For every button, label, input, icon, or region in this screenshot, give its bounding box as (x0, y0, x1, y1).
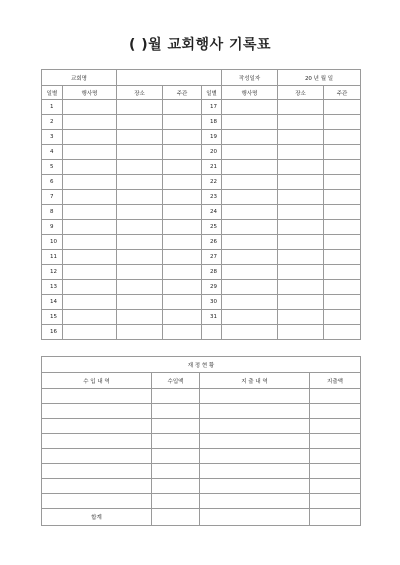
total-label: 합계 (42, 509, 152, 526)
place-cell[interactable] (117, 115, 163, 130)
total-row (42, 509, 361, 526)
event-name-cell[interactable] (63, 220, 117, 235)
day-number: 26 (202, 235, 222, 250)
day-number: 29 (202, 280, 222, 295)
expense-amount-header: 지출액 (310, 373, 361, 389)
day-number: 17 (202, 100, 222, 115)
place-cell[interactable] (117, 190, 163, 205)
income-detail-cell[interactable] (42, 494, 152, 509)
day-number: 27 (202, 250, 222, 265)
expense-amount-cell[interactable] (310, 464, 361, 479)
finance-title-row (42, 357, 361, 373)
finance-row (42, 494, 361, 509)
day-number: 30 (202, 295, 222, 310)
day-number (202, 325, 222, 340)
event-name-cell[interactable] (63, 115, 117, 130)
place-cell[interactable] (278, 115, 324, 130)
day-row (42, 265, 361, 280)
host-cell[interactable] (163, 295, 202, 310)
expense-detail-cell[interactable] (200, 479, 310, 494)
income-detail-cell[interactable] (42, 479, 152, 494)
event-name-cell[interactable] (63, 175, 117, 190)
host-cell[interactable] (324, 220, 361, 235)
place-cell[interactable] (278, 310, 324, 325)
expense-total-cell[interactable] (310, 509, 361, 526)
day-number: 19 (202, 130, 222, 145)
host-cell[interactable] (163, 160, 202, 175)
expense-detail-cell[interactable] (200, 464, 310, 479)
host-cell[interactable] (324, 280, 361, 295)
host-cell[interactable] (324, 175, 361, 190)
day-number: 25 (202, 220, 222, 235)
place-cell[interactable] (117, 295, 163, 310)
event-name-cell[interactable] (63, 100, 117, 115)
event-name-cell[interactable] (63, 280, 117, 295)
host-cell[interactable] (324, 295, 361, 310)
day-row (42, 205, 361, 220)
header-event: 행사명 (63, 86, 117, 100)
host-cell[interactable] (324, 235, 361, 250)
page-title: ( )월 교회행사 기록표 (128, 37, 272, 53)
place-cell[interactable] (278, 175, 324, 190)
host-cell[interactable] (163, 175, 202, 190)
expense-detail-cell[interactable] (200, 509, 310, 526)
event-name-cell[interactable] (222, 175, 278, 190)
place-cell[interactable] (117, 310, 163, 325)
event-name-cell[interactable] (63, 130, 117, 145)
host-cell[interactable] (163, 115, 202, 130)
day-row (42, 100, 361, 115)
date-field[interactable]: 20 년 월 일 (278, 70, 361, 86)
event-name-cell[interactable] (222, 325, 278, 340)
place-cell[interactable] (117, 250, 163, 265)
day-number: 13 (42, 280, 63, 295)
place-cell[interactable] (278, 220, 324, 235)
place-cell[interactable] (117, 205, 163, 220)
info-row (42, 70, 361, 86)
event-name-cell[interactable] (63, 160, 117, 175)
day-number: 31 (202, 310, 222, 325)
event-name-cell[interactable] (222, 295, 278, 310)
day-number: 6 (42, 175, 63, 190)
day-number: 24 (202, 205, 222, 220)
place-cell[interactable] (117, 100, 163, 115)
host-cell[interactable] (163, 265, 202, 280)
host-cell[interactable] (163, 250, 202, 265)
date-label: 작성일자 (222, 70, 278, 86)
day-row (42, 310, 361, 325)
host-cell[interactable] (324, 130, 361, 145)
event-name-cell[interactable] (222, 235, 278, 250)
day-number: 18 (202, 115, 222, 130)
income-detail-header: 수 입 내 역 (42, 373, 152, 389)
expense-detail-header: 지 출 내 역 (200, 373, 310, 389)
day-number: 11 (42, 250, 63, 265)
income-amount-cell[interactable] (152, 494, 200, 509)
host-cell[interactable] (324, 265, 361, 280)
header-day: 일별 (202, 86, 222, 100)
day-number: 21 (202, 160, 222, 175)
place-cell[interactable] (278, 100, 324, 115)
event-name-cell[interactable] (63, 145, 117, 160)
day-number: 9 (42, 220, 63, 235)
income-amount-cell[interactable] (152, 419, 200, 434)
header-host: 주관 (163, 86, 202, 100)
day-number: 14 (42, 295, 63, 310)
host-cell[interactable] (163, 145, 202, 160)
place-cell[interactable] (278, 325, 324, 340)
host-cell[interactable] (324, 160, 361, 175)
event-name-cell[interactable] (222, 100, 278, 115)
host-cell[interactable] (324, 310, 361, 325)
day-number: 4 (42, 145, 63, 160)
day-number: 12 (42, 265, 63, 280)
place-cell[interactable] (117, 130, 163, 145)
header-place: 장소 (117, 86, 163, 100)
income-detail-cell[interactable] (42, 434, 152, 449)
expense-amount-cell[interactable] (310, 449, 361, 464)
place-cell[interactable] (117, 220, 163, 235)
event-name-cell[interactable] (63, 235, 117, 250)
finance-header-row (42, 373, 361, 389)
place-cell[interactable] (278, 205, 324, 220)
host-cell[interactable] (324, 325, 361, 340)
day-row (42, 220, 361, 235)
event-name-cell[interactable] (222, 220, 278, 235)
income-detail-cell[interactable] (42, 404, 152, 419)
event-name-cell[interactable] (222, 205, 278, 220)
host-cell[interactable] (163, 205, 202, 220)
day-row (42, 280, 361, 295)
day-row (42, 190, 361, 205)
place-cell[interactable] (278, 235, 324, 250)
income-amount-cell[interactable] (152, 449, 200, 464)
day-number: 28 (202, 265, 222, 280)
expense-amount-cell[interactable] (310, 494, 361, 509)
place-cell[interactable] (278, 295, 324, 310)
income-detail-cell[interactable] (42, 464, 152, 479)
event-name-cell[interactable] (63, 310, 117, 325)
host-cell[interactable] (324, 190, 361, 205)
day-row (42, 295, 361, 310)
place-cell[interactable] (278, 130, 324, 145)
income-detail-cell[interactable] (42, 389, 152, 404)
finance-row (42, 389, 361, 404)
event-name-cell[interactable] (222, 265, 278, 280)
finance-title: 재 정 현 황 (42, 357, 361, 373)
header-day: 일별 (42, 86, 63, 100)
host-cell[interactable] (163, 235, 202, 250)
expense-detail-cell[interactable] (200, 419, 310, 434)
finance-row (42, 479, 361, 494)
day-row (42, 325, 361, 340)
place-cell[interactable] (278, 250, 324, 265)
finance-row (42, 404, 361, 419)
place-cell[interactable] (117, 160, 163, 175)
host-cell[interactable] (324, 115, 361, 130)
expense-amount-cell[interactable] (310, 404, 361, 419)
place-cell[interactable] (278, 280, 324, 295)
event-record-table (41, 69, 361, 340)
host-cell[interactable] (163, 100, 202, 115)
host-cell[interactable] (163, 310, 202, 325)
event-name-cell[interactable] (63, 295, 117, 310)
income-amount-cell[interactable] (152, 434, 200, 449)
expense-detail-cell[interactable] (200, 389, 310, 404)
day-number: 3 (42, 130, 63, 145)
event-name-cell[interactable] (222, 160, 278, 175)
day-row (42, 115, 361, 130)
header-place: 장소 (278, 86, 324, 100)
host-cell[interactable] (324, 100, 361, 115)
host-cell[interactable] (163, 190, 202, 205)
expense-detail-cell[interactable] (200, 449, 310, 464)
income-total-cell[interactable] (152, 509, 200, 526)
event-name-cell[interactable] (222, 280, 278, 295)
event-name-cell[interactable] (222, 130, 278, 145)
expense-amount-cell[interactable] (310, 479, 361, 494)
day-row (42, 130, 361, 145)
day-row (42, 235, 361, 250)
event-name-cell[interactable] (63, 265, 117, 280)
place-cell[interactable] (117, 175, 163, 190)
day-number: 15 (42, 310, 63, 325)
church-name-label: 교회명 (42, 70, 117, 86)
host-cell[interactable] (324, 205, 361, 220)
place-cell[interactable] (278, 145, 324, 160)
finance-row (42, 449, 361, 464)
day-number: 10 (42, 235, 63, 250)
income-detail-cell[interactable] (42, 449, 152, 464)
event-name-cell[interactable] (222, 250, 278, 265)
place-cell[interactable] (278, 190, 324, 205)
place-cell[interactable] (278, 265, 324, 280)
host-cell[interactable] (163, 220, 202, 235)
day-number: 22 (202, 175, 222, 190)
host-cell[interactable] (163, 280, 202, 295)
day-number: 1 (42, 100, 63, 115)
place-cell[interactable] (117, 145, 163, 160)
day-number: 20 (202, 145, 222, 160)
header-host: 주관 (324, 86, 361, 100)
income-amount-cell[interactable] (152, 404, 200, 419)
host-cell[interactable] (163, 325, 202, 340)
day-number: 8 (42, 205, 63, 220)
place-cell[interactable] (278, 160, 324, 175)
header-row (42, 86, 361, 100)
day-number: 5 (42, 160, 63, 175)
income-amount-header: 수입액 (152, 373, 200, 389)
event-name-cell[interactable] (63, 325, 117, 340)
place-cell[interactable] (117, 265, 163, 280)
day-number: 16 (42, 325, 63, 340)
event-name-cell[interactable] (63, 190, 117, 205)
income-amount-cell[interactable] (152, 464, 200, 479)
day-row (42, 160, 361, 175)
event-name-cell[interactable] (222, 115, 278, 130)
finance-row (42, 464, 361, 479)
income-amount-cell[interactable] (152, 479, 200, 494)
event-name-cell[interactable] (63, 250, 117, 265)
day-row (42, 175, 361, 190)
place-cell[interactable] (117, 280, 163, 295)
host-cell[interactable] (163, 130, 202, 145)
event-name-cell[interactable] (63, 205, 117, 220)
host-cell[interactable] (324, 250, 361, 265)
income-detail-cell[interactable] (42, 419, 152, 434)
day-number: 2 (42, 115, 63, 130)
event-name-cell[interactable] (222, 145, 278, 160)
event-name-cell[interactable] (222, 190, 278, 205)
day-number: 7 (42, 190, 63, 205)
expense-detail-cell[interactable] (200, 494, 310, 509)
expense-amount-cell[interactable] (310, 434, 361, 449)
day-row (42, 250, 361, 265)
place-cell[interactable] (117, 325, 163, 340)
income-amount-cell[interactable] (152, 389, 200, 404)
finance-row (42, 419, 361, 434)
finance-row (42, 434, 361, 449)
header-event: 행사명 (222, 86, 278, 100)
finance-table (41, 356, 361, 526)
expense-detail-cell[interactable] (200, 434, 310, 449)
place-cell[interactable] (117, 235, 163, 250)
expense-amount-cell[interactable] (310, 389, 361, 404)
day-number: 23 (202, 190, 222, 205)
church-name-field[interactable] (117, 70, 222, 86)
host-cell[interactable] (324, 145, 361, 160)
expense-detail-cell[interactable] (200, 404, 310, 419)
event-name-cell[interactable] (222, 310, 278, 325)
day-row (42, 145, 361, 160)
expense-amount-cell[interactable] (310, 419, 361, 434)
